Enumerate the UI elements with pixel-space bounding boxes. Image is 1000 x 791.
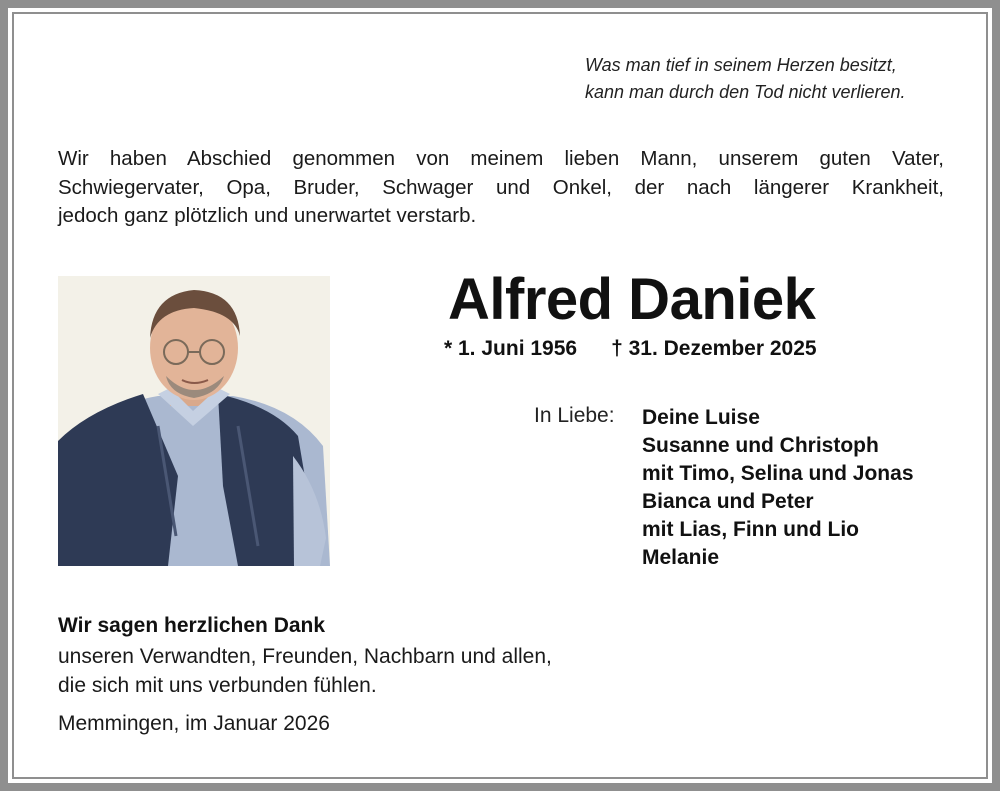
intro-text <box>58 145 944 231</box>
thanks-text <box>58 643 552 700</box>
life-dates <box>444 337 817 361</box>
deceased-name: Alfred Daniek <box>448 267 816 332</box>
portrait-illustration <box>58 276 330 566</box>
mourner-line: Bianca und Peter <box>642 490 814 513</box>
place-date: Memmingen, im Januar 2026 <box>58 712 330 735</box>
birth-date: * 1. Juni 1956 <box>444 337 578 360</box>
motto-line-2: kann man durch den Tod nicht verlieren. <box>585 82 906 102</box>
intro-line-2: Schwiegervater, Opa, Bruder, Schwager und Onkel, der nach längerer Krankheit, <box>58 175 944 199</box>
mourner-line: Deine Luise <box>642 406 760 429</box>
intro-line-1: Wir haben Abschied genommen von meinem lieben Mann, unserem guten Vater, <box>58 147 944 170</box>
mourner-line: mit Timo, Selina und Jonas <box>642 462 914 485</box>
thanks-line-1: unseren Verwandten, Freunden, Nachbarn und allen, <box>58 645 552 668</box>
death-date: † 31. Dezember 2025 <box>611 337 817 360</box>
intro-line-3: jedoch ganz plötzlich und unerwartet verstarb. <box>58 204 477 227</box>
mourner-line: Melanie <box>642 546 720 569</box>
thanks-title: Wir sagen herzlichen Dank <box>58 614 326 637</box>
mourners-list <box>642 404 914 572</box>
thanks-line-2: die sich mit uns verbunden fühlen. <box>58 673 377 697</box>
portrait-photo <box>58 276 330 566</box>
motto-quote <box>560 52 946 106</box>
motto-line-1: Was man tief in seinem Herzen besitzt, <box>585 55 897 75</box>
mourner-line: mit Lias, Finn und Lio <box>642 518 859 541</box>
mourners-label: In Liebe: <box>534 404 615 427</box>
mourner-line: Susanne und Christoph <box>642 434 879 457</box>
